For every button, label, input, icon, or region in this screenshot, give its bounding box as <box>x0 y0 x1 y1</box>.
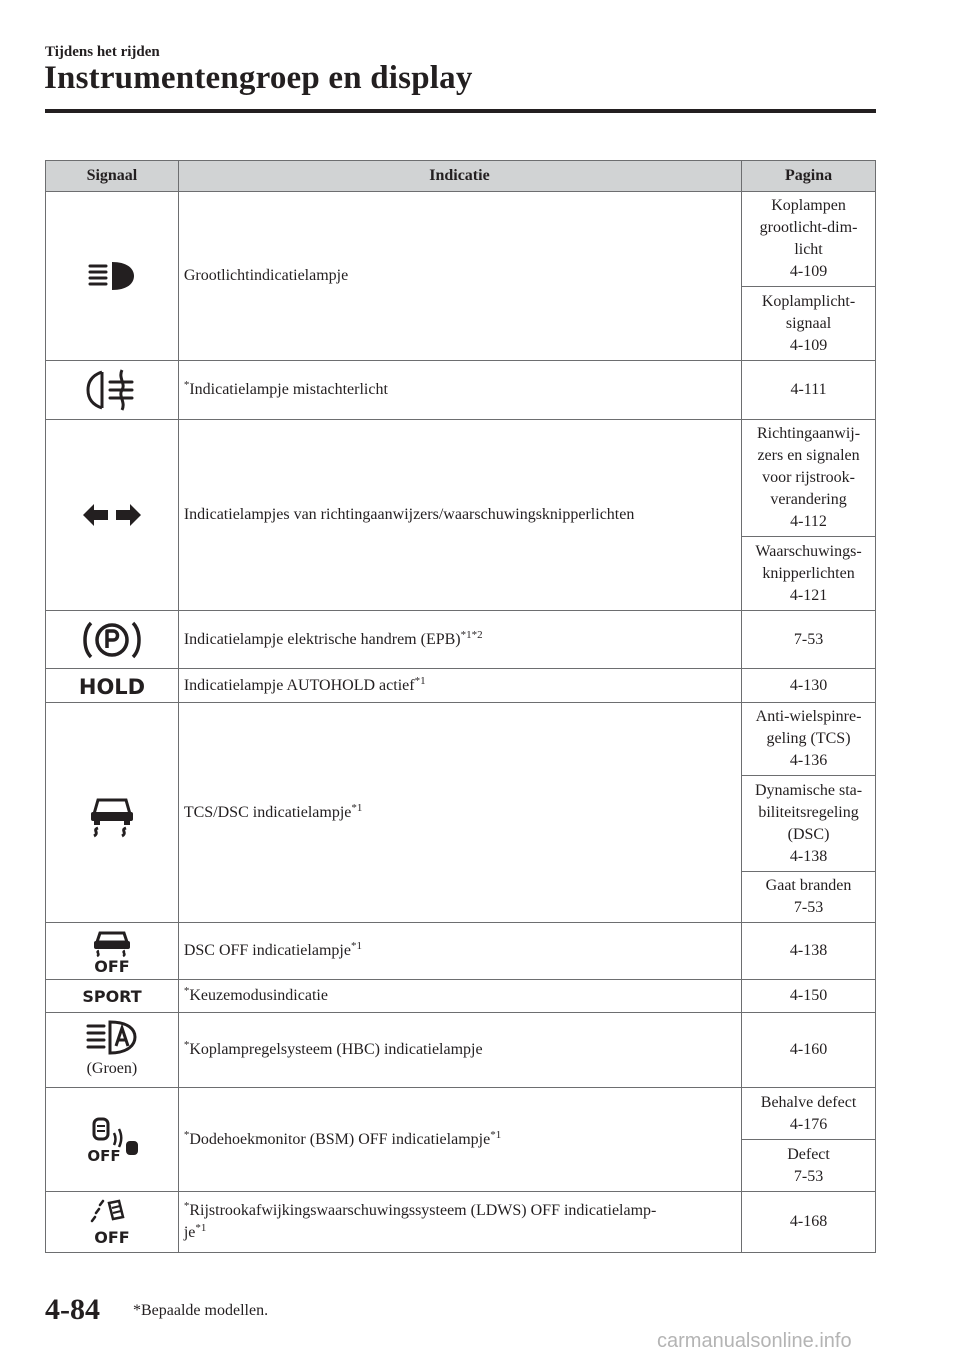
page-ref-line: signaal <box>785 314 832 332</box>
signal-cell <box>46 669 179 703</box>
table-row <box>46 669 876 703</box>
indication-cell <box>178 611 741 669</box>
signal-cell <box>46 1013 179 1088</box>
page-cell <box>742 703 876 776</box>
ldws-off-icon <box>85 1197 139 1247</box>
high-beam-icon <box>87 260 137 292</box>
indication-text: Indicatielampje elektrische handrem (EPB) <box>183 630 461 648</box>
indication-text: Grootlichtindicatielampje <box>183 267 349 284</box>
indication-text-line2: je <box>183 1224 196 1241</box>
footnote-star: * <box>183 379 190 391</box>
page-cell <box>742 611 876 669</box>
page-cell <box>742 361 876 420</box>
indication-cell <box>178 669 741 703</box>
indication-cell <box>178 1192 741 1253</box>
bsm-off-icon <box>80 1115 144 1165</box>
page-ref-line: biliteitsregeling <box>758 803 859 821</box>
page-ref-number: 4-138 <box>789 942 828 959</box>
signal-cell <box>46 192 179 361</box>
sport-mode-icon <box>72 985 152 1007</box>
tcs-dsc-skid-car-icon <box>86 788 138 838</box>
footnote-ref: *1 <box>350 940 362 952</box>
page-ref-line: Richtingaanwij- <box>756 425 861 442</box>
page-cell <box>742 923 876 980</box>
page-ref-number: 4-176 <box>789 1115 828 1133</box>
page-cell <box>742 420 876 537</box>
dsc-off-car-icon <box>85 928 139 974</box>
column-header-signal: Signaal <box>46 161 179 192</box>
indication-text-line1: Rijstrookafwijkingswaarschuwingssysteem (LDWS) OFF indicatielamp- <box>189 1202 657 1219</box>
indication-cell <box>178 703 741 923</box>
rear-fog-light-icon <box>86 368 138 412</box>
indication-cell <box>178 361 741 420</box>
footnote-star: * <box>183 1200 190 1212</box>
page-ref-number: 7-53 <box>793 899 824 916</box>
table-row <box>46 980 876 1013</box>
page-ref-number: 4-150 <box>789 987 828 1004</box>
indication-cell <box>178 1088 741 1192</box>
indication-cell <box>178 420 741 611</box>
sport-icon-text: SPORT <box>82 987 142 1007</box>
page-ref-number: 4-136 <box>789 752 828 769</box>
column-header-page: Pagina <box>742 161 876 192</box>
indication-text: TCS/DSC indicatielampje <box>183 803 352 821</box>
page-ref-line: Anti-wielspinre- <box>755 708 862 725</box>
icon-color-label: (Groen) <box>86 1060 138 1077</box>
title-divider <box>45 109 876 113</box>
page-ref-line: Waarschuwings- <box>755 542 862 560</box>
page-ref-line: Dynamische sta- <box>754 781 863 799</box>
signal-cell <box>46 703 179 923</box>
footnote-star: * <box>183 1039 190 1051</box>
page-ref-number: 4-121 <box>789 586 828 604</box>
dsc-off-icon-text: OFF <box>94 957 130 974</box>
table-row <box>46 1088 876 1140</box>
page-ref-line: zers en signalen <box>757 447 860 464</box>
signal-cell <box>46 1192 179 1253</box>
page-ref-number: 4-138 <box>789 847 828 865</box>
column-header-indication: Indicatie <box>178 161 741 192</box>
footnote-ref: *1 <box>414 674 426 687</box>
page-cell <box>742 872 876 923</box>
page-ref-line: licht <box>794 241 823 258</box>
footnote-star: * <box>183 1128 190 1141</box>
indication-text: Indicatielampje mistachterlicht <box>189 381 388 398</box>
indication-cell <box>178 923 741 980</box>
page-cell <box>742 1192 876 1253</box>
page-ref-number: 7-53 <box>793 1167 824 1185</box>
page-cell <box>742 1013 876 1088</box>
page-cell <box>742 776 876 872</box>
footnote-star: * <box>183 985 190 997</box>
warning-signals-table <box>45 160 876 1253</box>
table-row <box>46 1192 876 1253</box>
table-row <box>46 611 876 669</box>
table-row <box>46 420 876 537</box>
auto-high-beam-a-icon <box>85 1020 139 1056</box>
watermark: carmanualsonline.info <box>657 1330 852 1352</box>
page-ref-line: (DSC) <box>787 825 830 843</box>
bsm-off-icon-text: OFF <box>87 1146 121 1165</box>
table-row <box>46 923 876 980</box>
parking-brake-p-icon <box>81 617 143 663</box>
signal-cell <box>46 611 179 669</box>
page-ref-number: 4-168 <box>789 1213 828 1230</box>
page-ref-line: Koplamplicht- <box>761 292 856 310</box>
page-cell <box>742 980 876 1013</box>
table-header-row <box>46 161 876 192</box>
footnote-ref: *1 <box>490 1128 502 1141</box>
page-ref-number: 4-109 <box>789 263 828 280</box>
hold-icon-text: HOLD <box>78 674 146 699</box>
page-cell <box>742 669 876 703</box>
page-cell <box>742 287 876 361</box>
indication-cell <box>178 1013 741 1088</box>
signal-cell <box>46 980 179 1013</box>
signal-cell <box>46 1088 179 1192</box>
turn-signal-arrows-icon <box>81 502 143 528</box>
footnote-text: *Bepaalde modellen. <box>133 1302 269 1319</box>
page-ref-line: Gaat branden <box>765 877 852 894</box>
indication-text: DSC OFF indicatielampje <box>183 942 351 959</box>
page-ref-line: grootlicht-dim- <box>759 219 858 236</box>
page-cell <box>742 192 876 287</box>
page-ref-number: 4-160 <box>789 1041 828 1058</box>
table-row <box>46 703 876 776</box>
hold-icon <box>72 673 152 699</box>
page-ref-line: Behalve defect <box>760 1093 857 1111</box>
page-ref-line: voor rijstrook- <box>762 469 855 486</box>
indication-text: Dodehoekmonitor (BSM) OFF indicatielampje <box>189 1130 491 1148</box>
page-ref-number: 4-111 <box>790 381 827 398</box>
indication-text: Koplampregelsysteem (HBC) indicatielampje <box>189 1041 483 1058</box>
indication-cell <box>178 192 741 361</box>
page-ref-number: 4-109 <box>789 336 828 354</box>
indication-cell <box>178 980 741 1013</box>
indication-text: Keuzemodusindicatie <box>189 987 328 1004</box>
signal-cell <box>46 361 179 420</box>
page-ref-line: Koplampen <box>771 197 846 214</box>
footnote-ref: *1 <box>195 1222 207 1234</box>
ldws-off-icon-text: OFF <box>94 1228 130 1247</box>
page-ref-line: knipperlichten <box>762 564 855 582</box>
signal-cell <box>46 923 179 980</box>
signal-cell <box>46 420 179 611</box>
page-ref-number: 7-53 <box>793 630 824 648</box>
page-number: 4-84 <box>45 1293 100 1326</box>
page-cell <box>742 1088 876 1140</box>
section-title: Tijdens het rijden <box>45 44 160 60</box>
page-ref-number: 4-130 <box>789 676 828 694</box>
page-ref-line: Defect <box>787 1145 830 1163</box>
indication-text: Indicatielampjes van richtingaanwijzers/waarschuwingsknipperlichten <box>183 506 635 523</box>
footnote-ref: *1*2 <box>460 628 483 641</box>
page-ref-line: verandering <box>770 491 847 508</box>
table-row <box>46 1013 876 1088</box>
indication-text: Indicatielampje AUTOHOLD actief <box>183 676 415 694</box>
table-row <box>46 361 876 420</box>
page-ref-line: geling (TCS) <box>766 730 851 747</box>
page-cell <box>742 537 876 611</box>
page-ref-number: 4-112 <box>790 513 827 530</box>
footnote-ref: *1 <box>351 801 363 814</box>
page-title: Instrumentengroep en display <box>44 60 473 96</box>
page-cell <box>742 1140 876 1192</box>
table-row <box>46 192 876 287</box>
